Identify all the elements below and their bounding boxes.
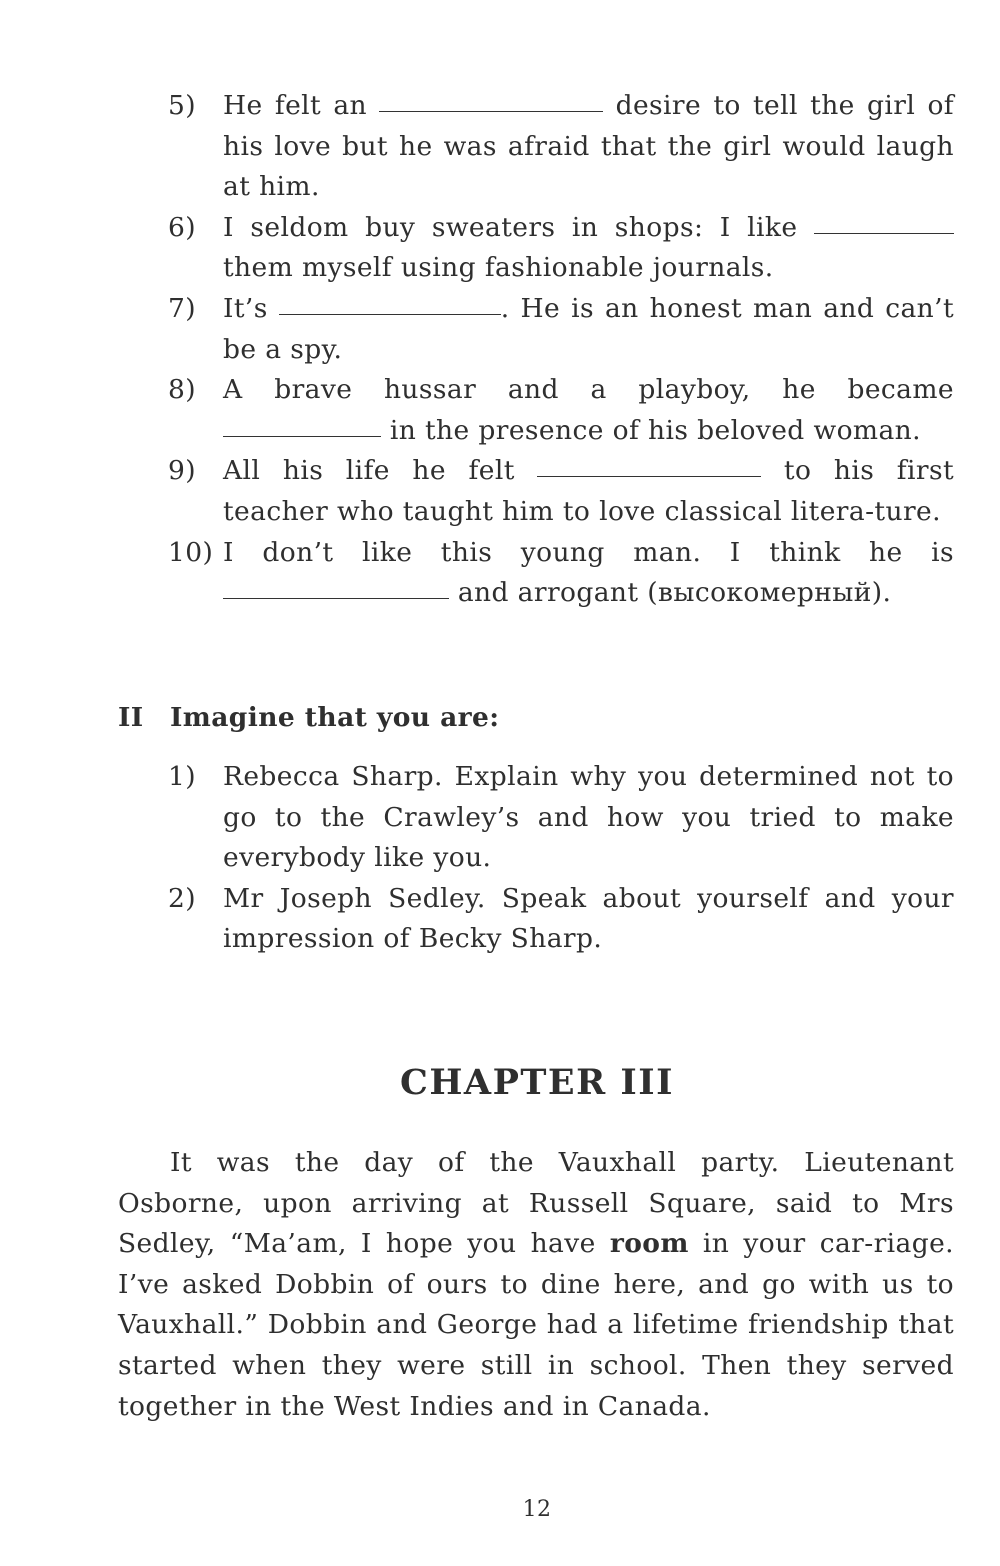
chapter-title: CHAPTER III xyxy=(399,1062,674,1103)
fill-in-blank xyxy=(223,435,381,437)
exercise-item-8 xyxy=(168,370,954,451)
task-text: Rebecca Sharp. Explain why you determined not to go to the Crawley’s and how you tried to make everybody like you. xyxy=(223,761,954,874)
page-number: 12 xyxy=(522,1497,552,1522)
item-number: 8) xyxy=(168,374,196,406)
item-number: 7) xyxy=(168,292,196,324)
task-text: Mr Joseph Sedley. Speak about yourself and your impression of Becky Sharp. xyxy=(223,882,954,955)
item-number: 10) xyxy=(168,536,214,568)
fill-in-blank xyxy=(814,232,954,234)
exercise-item-9 xyxy=(168,451,954,532)
item-number: 9) xyxy=(168,455,196,487)
section-number: II xyxy=(118,702,144,733)
item-text-after: in the presence of his beloved woman. xyxy=(389,414,921,446)
item-number: 2) xyxy=(168,882,196,914)
exercise-item-5 xyxy=(168,86,954,208)
fill-in-blank xyxy=(379,110,603,112)
item-text-before: It’s xyxy=(223,292,268,324)
fill-in-blank xyxy=(279,313,501,315)
paragraph-text-end: in your car-riage. I’ve asked Dobbin of ours to dine here, and go with us to Vauxhall.” Dobbin and George had a lifetime friendship that started when they were still in school. Then they served together in the West Indies and in Canada. xyxy=(118,1228,955,1422)
fill-in-blank xyxy=(223,597,449,599)
item-text-before: I don’t like this young man. I think he is xyxy=(223,536,954,568)
item-text-after: and arrogant (высокомерный). xyxy=(457,577,892,609)
item-number: 1) xyxy=(168,761,196,792)
section-heading xyxy=(118,698,499,738)
paragraph-text-start: It was the day of the Vauxhall party. Lieutenant Osborne, upon arriving at Russell Square, said to Mrs Sedley, “Ma’am, I hope you have xyxy=(118,1147,954,1260)
item-text-before: All his life he felt xyxy=(223,455,515,487)
exercise-item-6 xyxy=(168,208,954,289)
item-number: 6) xyxy=(168,211,196,243)
item-text-after: to his first teacher who taught him to love classical litera-ture. xyxy=(223,455,955,527)
item-text-before: He felt an xyxy=(223,90,368,121)
item-text-after: them myself using fashionable journals. xyxy=(223,252,774,284)
task-item-1 xyxy=(168,757,954,879)
fill-in-blank xyxy=(537,475,761,477)
chapter-paragraph xyxy=(118,1143,954,1427)
exercise-item-10 xyxy=(168,533,954,614)
exercise-list xyxy=(168,86,954,614)
item-number: 5) xyxy=(168,90,196,121)
item-text-after: . He is an honest man and can’t be a spy. xyxy=(223,292,954,365)
item-text-before: A brave hussar and a playboy, he became xyxy=(223,374,954,406)
task-item-2 xyxy=(168,879,954,960)
item-text-before: I seldom buy sweaters in shops: I like xyxy=(223,211,798,243)
exercise-item-7 xyxy=(168,289,954,370)
section-title: Imagine that you are: xyxy=(170,702,500,733)
vocabulary-word: room xyxy=(609,1228,689,1260)
item-text-after: desire to tell the girl of his love but he was afraid that the girl would laugh at him. xyxy=(223,90,955,203)
task-list xyxy=(168,757,954,960)
